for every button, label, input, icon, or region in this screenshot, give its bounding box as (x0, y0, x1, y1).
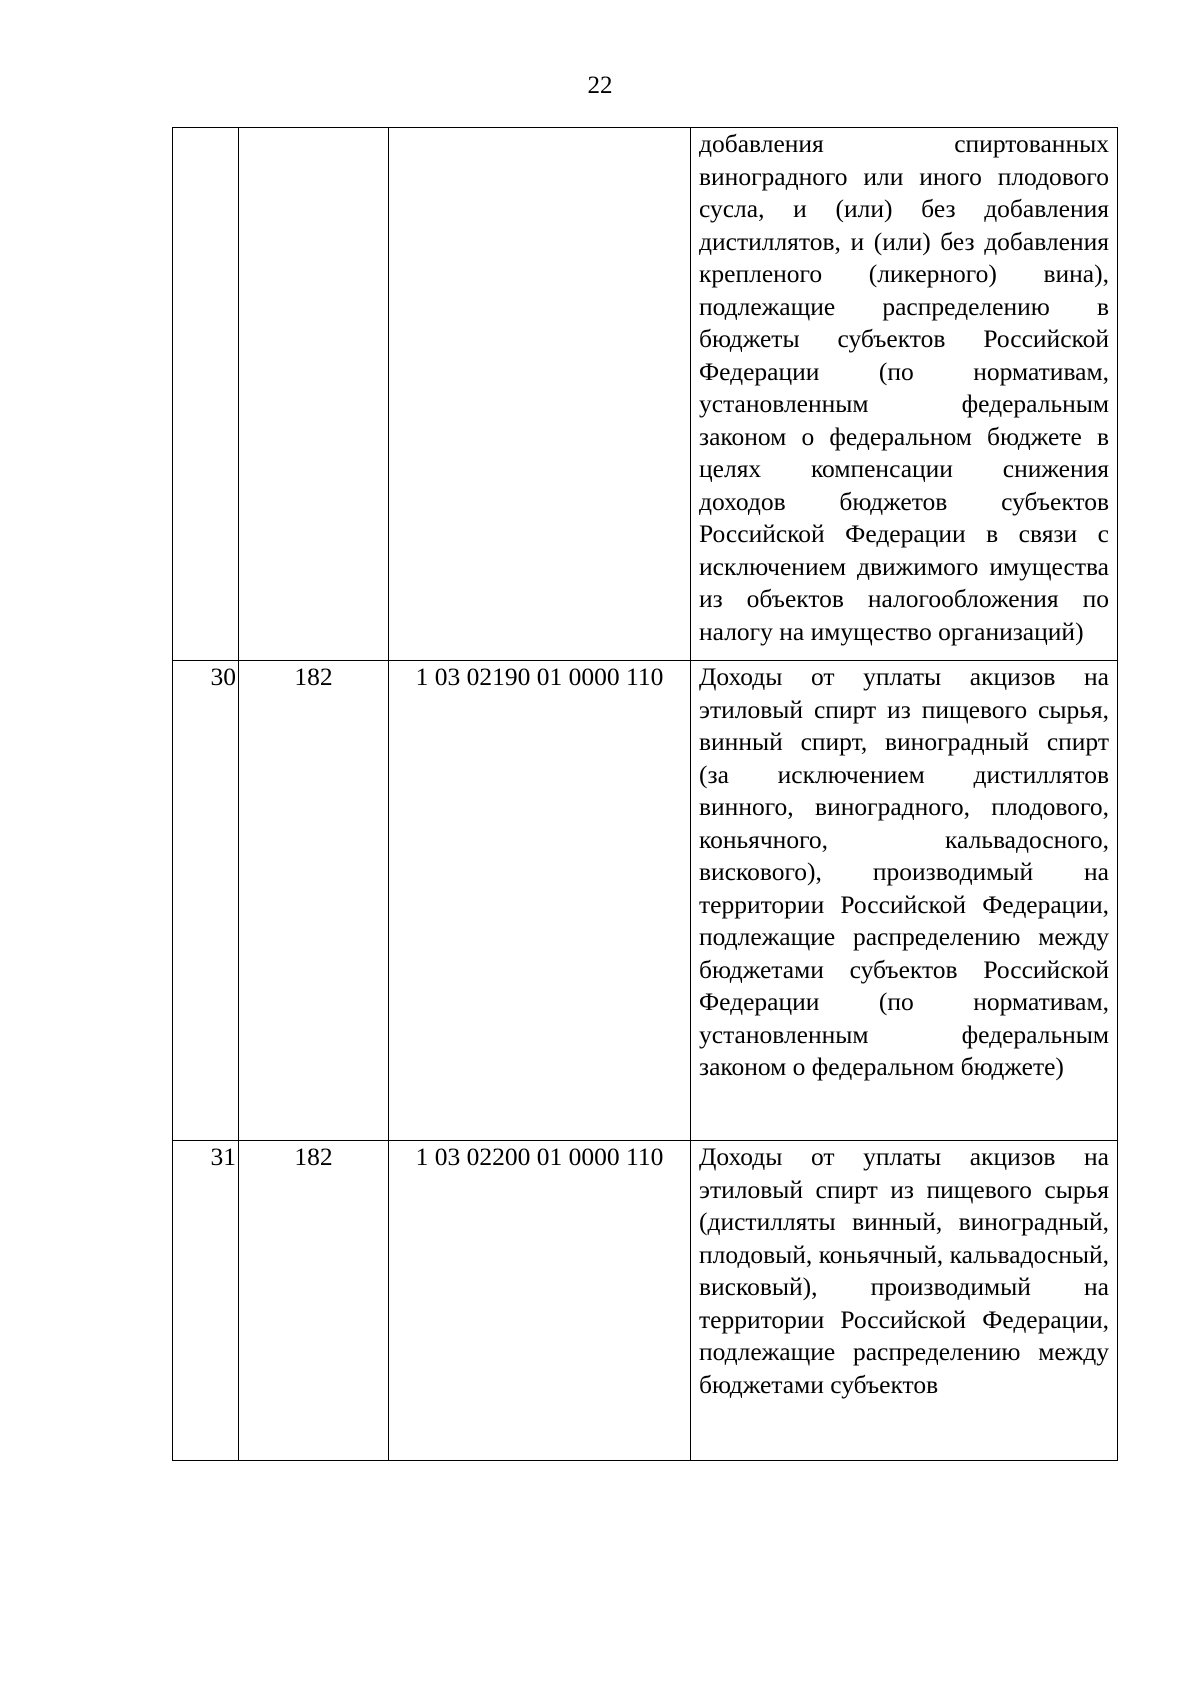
budget-classification-code-cell: 1 03 02190 01 0000 110 (389, 661, 691, 1141)
table-row (173, 1141, 1118, 1461)
row-number-cell (173, 128, 239, 661)
row-number-cell: 30 (173, 661, 239, 1141)
budget-revenue-table (172, 127, 1118, 1461)
admin-code-cell (239, 128, 389, 661)
table-row (173, 661, 1118, 1141)
admin-code-cell: 182 (239, 1141, 389, 1461)
table-row (173, 128, 1118, 661)
row-number-cell: 31 (173, 1141, 239, 1461)
budget-classification-code-cell (389, 128, 691, 661)
revenue-description-cell: Доходы от уплаты акцизов на этиловый спирт из пищевого сырья (дистилляты винный, виноградный, плодовый, коньячный, кальвадосный, висковый), производимый на территории Российской Федерации, подлежащие распределению между бюджетами субъектов (691, 1141, 1118, 1461)
revenue-description-cell: Доходы от уплаты акцизов на этиловый спирт из пищевого сырья, винный спирт, виноградный спирт (за исключением дистиллятов винного, виноградного, плодового, коньячного, кальвадосного, вискового), производимый на территории Российской Федерации, подлежащие распределению между бюджетами субъектов Российской Федерации (по нормативам, установленным федеральным законом о федеральном бюджете) (691, 661, 1118, 1141)
revenue-description-cell: добавления спиртованных виноградного или иного плодового сусла, и (или) без добавления дистиллятов, и (или) без добавления крепленого (ликерного) вина), подлежащие распределению в бюджеты субъектов Российской Федерации (по нормативам, установленным федеральным законом о федеральном бюджете в целях компенсации снижения доходов бюджетов субъектов Российской Федерации в связи с исключением движимого имущества из объектов налогообложения по налогу на имущество организаций) (691, 128, 1118, 661)
page-number: 22 (587, 72, 613, 99)
admin-code-cell: 182 (239, 661, 389, 1141)
budget-classification-code-cell: 1 03 02200 01 0000 110 (389, 1141, 691, 1461)
